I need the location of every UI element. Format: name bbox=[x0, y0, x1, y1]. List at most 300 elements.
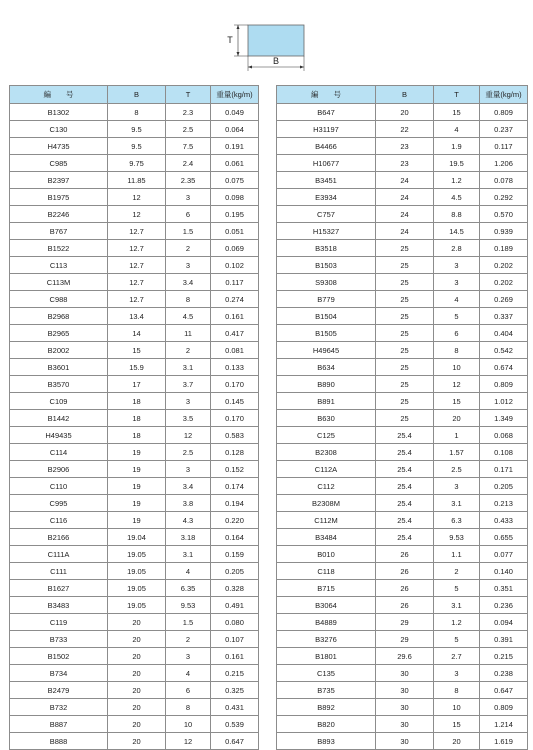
table-row bbox=[10, 546, 259, 563]
b-cell: 9.5 bbox=[108, 121, 166, 138]
b-cell: 19 bbox=[108, 444, 166, 461]
weight-cell: 1.214 bbox=[480, 716, 528, 733]
t-cell: 14.5 bbox=[434, 223, 480, 240]
b-cell: 20 bbox=[108, 631, 166, 648]
t-cell: 20 bbox=[434, 410, 480, 427]
code-cell: B3518 bbox=[277, 240, 376, 257]
code-cell: B3451 bbox=[277, 172, 376, 189]
code-cell: B2246 bbox=[10, 206, 108, 223]
code-cell: C110 bbox=[10, 478, 108, 495]
code-cell: C116 bbox=[10, 512, 108, 529]
weight-cell: 0.140 bbox=[480, 563, 528, 580]
table-row bbox=[277, 206, 528, 223]
table-row bbox=[10, 172, 259, 189]
weight-cell: 0.108 bbox=[480, 444, 528, 461]
b-cell: 30 bbox=[376, 716, 434, 733]
code-cell: B779 bbox=[277, 291, 376, 308]
t-cell: 8.8 bbox=[434, 206, 480, 223]
weight-cell: 0.094 bbox=[480, 614, 528, 631]
t-cell: 2.5 bbox=[434, 461, 480, 478]
b-cell: 18 bbox=[108, 427, 166, 444]
weight-cell: 0.213 bbox=[480, 495, 528, 512]
b-cell: 25.4 bbox=[376, 529, 434, 546]
t-cell: 3 bbox=[434, 274, 480, 291]
table-row bbox=[10, 461, 259, 478]
b-cell: 25 bbox=[376, 325, 434, 342]
t-cell: 15 bbox=[434, 716, 480, 733]
t-cell: 2 bbox=[434, 563, 480, 580]
t-cell: 2.4 bbox=[166, 155, 211, 172]
weight-cell: 0.325 bbox=[211, 682, 259, 699]
code-cell: C114 bbox=[10, 444, 108, 461]
b-cell: 29.6 bbox=[376, 648, 434, 665]
t-cell: 3 bbox=[166, 648, 211, 665]
b-cell: 14 bbox=[108, 325, 166, 342]
t-cell: 2.8 bbox=[434, 240, 480, 257]
header-code: 編 号 bbox=[277, 86, 376, 104]
b-cell: 17 bbox=[108, 376, 166, 393]
code-cell: B2308M bbox=[277, 495, 376, 512]
table-row bbox=[10, 223, 259, 240]
weight-cell: 0.274 bbox=[211, 291, 259, 308]
weight-cell: 1.619 bbox=[480, 733, 528, 750]
weight-cell: 0.215 bbox=[211, 665, 259, 682]
weight-cell: 0.128 bbox=[211, 444, 259, 461]
table-row bbox=[277, 393, 528, 410]
b-cell: 15.9 bbox=[108, 359, 166, 376]
t-cell: 1.5 bbox=[166, 223, 211, 240]
weight-cell: 0.051 bbox=[211, 223, 259, 240]
code-cell: H49645 bbox=[277, 342, 376, 359]
weight-cell: 0.237 bbox=[480, 121, 528, 138]
weight-cell: 0.098 bbox=[211, 189, 259, 206]
t-cell: 3 bbox=[434, 478, 480, 495]
b-cell: 12 bbox=[108, 189, 166, 206]
code-cell: B3064 bbox=[277, 597, 376, 614]
b-cell: 20 bbox=[108, 716, 166, 733]
table-row bbox=[277, 240, 528, 257]
weight-cell: 0.539 bbox=[211, 716, 259, 733]
code-cell: H15327 bbox=[277, 223, 376, 240]
b-cell: 20 bbox=[376, 104, 434, 121]
table-row bbox=[277, 325, 528, 342]
b-cell: 25 bbox=[376, 410, 434, 427]
b-cell: 30 bbox=[376, 733, 434, 750]
table-row bbox=[10, 240, 259, 257]
t-cell: 6 bbox=[166, 682, 211, 699]
b-cell: 26 bbox=[376, 546, 434, 563]
b-cell: 20 bbox=[108, 614, 166, 631]
t-cell: 10 bbox=[166, 716, 211, 733]
code-cell: B647 bbox=[277, 104, 376, 121]
b-cell: 24 bbox=[376, 223, 434, 240]
table-row bbox=[10, 342, 259, 359]
weight-cell: 1.012 bbox=[480, 393, 528, 410]
code-cell: B2308 bbox=[277, 444, 376, 461]
b-cell: 12 bbox=[108, 206, 166, 223]
code-cell: B715 bbox=[277, 580, 376, 597]
b-cell: 23 bbox=[376, 138, 434, 155]
b-cell: 24 bbox=[376, 189, 434, 206]
b-cell: 30 bbox=[376, 682, 434, 699]
table-row bbox=[277, 716, 528, 733]
code-cell: C112 bbox=[277, 478, 376, 495]
table-row bbox=[10, 393, 259, 410]
t-cell: 2.7 bbox=[434, 648, 480, 665]
b-cell: 19.05 bbox=[108, 563, 166, 580]
code-cell: B820 bbox=[277, 716, 376, 733]
b-cell: 25 bbox=[376, 291, 434, 308]
weight-cell: 0.174 bbox=[211, 478, 259, 495]
b-cell: 25.4 bbox=[376, 512, 434, 529]
table-row bbox=[277, 733, 528, 750]
code-cell: C757 bbox=[277, 206, 376, 223]
code-cell: B630 bbox=[277, 410, 376, 427]
weight-cell: 0.191 bbox=[211, 138, 259, 155]
t-cell: 5 bbox=[434, 580, 480, 597]
table-row bbox=[10, 206, 259, 223]
table-row bbox=[277, 257, 528, 274]
b-cell: 12.7 bbox=[108, 291, 166, 308]
t-cell: 6.35 bbox=[166, 580, 211, 597]
code-cell: B733 bbox=[10, 631, 108, 648]
b-cell: 25.4 bbox=[376, 461, 434, 478]
b-cell: 24 bbox=[376, 206, 434, 223]
b-cell: 25.4 bbox=[376, 495, 434, 512]
weight-cell: 0.391 bbox=[480, 631, 528, 648]
b-cell: 19.04 bbox=[108, 529, 166, 546]
table-row bbox=[277, 648, 528, 665]
b-cell: 19 bbox=[108, 495, 166, 512]
code-cell: B890 bbox=[277, 376, 376, 393]
table-row bbox=[10, 410, 259, 427]
weight-cell: 0.674 bbox=[480, 359, 528, 376]
t-cell: 9.53 bbox=[166, 597, 211, 614]
weight-cell: 0.292 bbox=[480, 189, 528, 206]
spec-table-right bbox=[276, 85, 528, 750]
b-cell: 12.7 bbox=[108, 240, 166, 257]
table-row bbox=[10, 308, 259, 325]
code-cell: C985 bbox=[10, 155, 108, 172]
weight-cell: 0.102 bbox=[211, 257, 259, 274]
table-row bbox=[277, 308, 528, 325]
t-cell: 1.1 bbox=[434, 546, 480, 563]
code-cell: B2965 bbox=[10, 325, 108, 342]
table-row bbox=[10, 563, 259, 580]
code-cell: B1505 bbox=[277, 325, 376, 342]
table-row bbox=[10, 512, 259, 529]
code-cell: C113M bbox=[10, 274, 108, 291]
weight-cell: 0.205 bbox=[211, 563, 259, 580]
b-cell: 8 bbox=[108, 104, 166, 121]
code-cell: B2002 bbox=[10, 342, 108, 359]
code-cell: B3483 bbox=[10, 597, 108, 614]
t-cell: 4.3 bbox=[166, 512, 211, 529]
t-cell: 12 bbox=[166, 427, 211, 444]
weight-cell: 0.145 bbox=[211, 393, 259, 410]
t-cell: 6 bbox=[434, 325, 480, 342]
code-cell: B1801 bbox=[277, 648, 376, 665]
b-cell: 18 bbox=[108, 393, 166, 410]
b-cell: 12.7 bbox=[108, 274, 166, 291]
t-cell: 2.3 bbox=[166, 104, 211, 121]
b-cell: 19 bbox=[108, 512, 166, 529]
table-row bbox=[10, 614, 259, 631]
table-row bbox=[277, 359, 528, 376]
weight-cell: 0.078 bbox=[480, 172, 528, 189]
b-dimension-label: B bbox=[272, 56, 280, 66]
code-cell: C119 bbox=[10, 614, 108, 631]
t-cell: 12 bbox=[434, 376, 480, 393]
table-row bbox=[277, 223, 528, 240]
b-cell: 24 bbox=[376, 172, 434, 189]
code-cell: B2479 bbox=[10, 682, 108, 699]
weight-cell: 0.542 bbox=[480, 342, 528, 359]
t-cell: 2.5 bbox=[166, 444, 211, 461]
weight-cell: 0.061 bbox=[211, 155, 259, 172]
table-row bbox=[10, 325, 259, 342]
table-row bbox=[10, 155, 259, 172]
header-t: T bbox=[434, 86, 480, 104]
weight-cell: 0.269 bbox=[480, 291, 528, 308]
t-cell: 10 bbox=[434, 699, 480, 716]
t-cell: 3.1 bbox=[434, 597, 480, 614]
spec-table-left bbox=[9, 85, 259, 750]
b-cell: 18 bbox=[108, 410, 166, 427]
t-cell: 3.4 bbox=[166, 274, 211, 291]
weight-cell: 0.404 bbox=[480, 325, 528, 342]
weight-cell: 0.117 bbox=[480, 138, 528, 155]
table-row bbox=[277, 461, 528, 478]
t-cell: 15 bbox=[434, 104, 480, 121]
t-cell: 4 bbox=[166, 563, 211, 580]
table-row bbox=[10, 478, 259, 495]
t-cell: 2 bbox=[166, 342, 211, 359]
table-header-row bbox=[10, 86, 259, 104]
weight-cell: 0.491 bbox=[211, 597, 259, 614]
code-cell: H4735 bbox=[10, 138, 108, 155]
code-cell: S9308 bbox=[277, 274, 376, 291]
t-cell: 8 bbox=[434, 342, 480, 359]
code-cell: B1522 bbox=[10, 240, 108, 257]
code-cell: H10677 bbox=[277, 155, 376, 172]
header-b: B bbox=[108, 86, 166, 104]
t-cell: 15 bbox=[434, 393, 480, 410]
table-row bbox=[277, 274, 528, 291]
table-row bbox=[10, 529, 259, 546]
code-cell: C135 bbox=[277, 665, 376, 682]
code-cell: H31197 bbox=[277, 121, 376, 138]
code-cell: B1302 bbox=[10, 104, 108, 121]
header-t: T bbox=[166, 86, 211, 104]
t-cell: 2.5 bbox=[166, 121, 211, 138]
t-cell: 5 bbox=[434, 308, 480, 325]
table-row bbox=[277, 172, 528, 189]
table-row bbox=[277, 155, 528, 172]
code-cell: B732 bbox=[10, 699, 108, 716]
t-cell: 3.7 bbox=[166, 376, 211, 393]
table-row bbox=[277, 563, 528, 580]
header-weight: 重量(kg/m) bbox=[480, 86, 528, 104]
t-cell: 2 bbox=[166, 631, 211, 648]
weight-cell: 1.349 bbox=[480, 410, 528, 427]
b-cell: 25 bbox=[376, 342, 434, 359]
b-cell: 9.75 bbox=[108, 155, 166, 172]
code-cell: B1504 bbox=[277, 308, 376, 325]
b-cell: 25 bbox=[376, 240, 434, 257]
code-cell: E3934 bbox=[277, 189, 376, 206]
weight-cell: 0.152 bbox=[211, 461, 259, 478]
t-cell: 3.8 bbox=[166, 495, 211, 512]
weight-cell: 0.081 bbox=[211, 342, 259, 359]
b-cell: 20 bbox=[108, 665, 166, 682]
t-cell: 3 bbox=[166, 461, 211, 478]
code-cell: B892 bbox=[277, 699, 376, 716]
code-cell: C112M bbox=[277, 512, 376, 529]
weight-cell: 0.337 bbox=[480, 308, 528, 325]
code-cell: B1502 bbox=[10, 648, 108, 665]
t-cell: 3.18 bbox=[166, 529, 211, 546]
table-header-row bbox=[277, 86, 528, 104]
weight-cell: 0.238 bbox=[480, 665, 528, 682]
weight-cell: 0.195 bbox=[211, 206, 259, 223]
t-cell: 2 bbox=[166, 240, 211, 257]
b-cell: 15 bbox=[108, 342, 166, 359]
code-cell: H49435 bbox=[10, 427, 108, 444]
table-row bbox=[277, 104, 528, 121]
code-cell: B2906 bbox=[10, 461, 108, 478]
table-row bbox=[277, 478, 528, 495]
t-cell: 3 bbox=[434, 257, 480, 274]
table-row bbox=[277, 427, 528, 444]
weight-cell: 0.133 bbox=[211, 359, 259, 376]
b-cell: 20 bbox=[108, 648, 166, 665]
code-cell: B1503 bbox=[277, 257, 376, 274]
weight-cell: 0.107 bbox=[211, 631, 259, 648]
b-cell: 12.7 bbox=[108, 223, 166, 240]
b-cell: 26 bbox=[376, 580, 434, 597]
table-body-left bbox=[10, 104, 259, 750]
table-row bbox=[277, 614, 528, 631]
b-cell: 25 bbox=[376, 274, 434, 291]
code-cell: B4466 bbox=[277, 138, 376, 155]
header-weight: 重量(kg/m) bbox=[211, 86, 259, 104]
weight-cell: 0.351 bbox=[480, 580, 528, 597]
t-cell: 2.35 bbox=[166, 172, 211, 189]
b-cell: 26 bbox=[376, 597, 434, 614]
t-cell: 4.5 bbox=[166, 308, 211, 325]
profile-diagram bbox=[222, 18, 322, 78]
table-row bbox=[10, 716, 259, 733]
b-cell: 19 bbox=[108, 478, 166, 495]
b-cell: 19 bbox=[108, 461, 166, 478]
t-cell: 3 bbox=[166, 189, 211, 206]
weight-cell: 0.064 bbox=[211, 121, 259, 138]
b-cell: 25 bbox=[376, 359, 434, 376]
b-cell: 12.7 bbox=[108, 257, 166, 274]
table-row bbox=[10, 427, 259, 444]
b-cell: 29 bbox=[376, 631, 434, 648]
b-cell: 19.05 bbox=[108, 597, 166, 614]
weight-cell: 0.202 bbox=[480, 274, 528, 291]
table-row bbox=[277, 495, 528, 512]
code-cell: B3601 bbox=[10, 359, 108, 376]
t-cell: 4 bbox=[434, 291, 480, 308]
table-row bbox=[10, 291, 259, 308]
table-row bbox=[277, 597, 528, 614]
b-cell: 26 bbox=[376, 563, 434, 580]
weight-cell: 0.570 bbox=[480, 206, 528, 223]
b-cell: 19.05 bbox=[108, 580, 166, 597]
table-row bbox=[277, 631, 528, 648]
weight-cell: 0.583 bbox=[211, 427, 259, 444]
table-row bbox=[10, 376, 259, 393]
weight-cell: 0.809 bbox=[480, 104, 528, 121]
t-cell: 4 bbox=[166, 665, 211, 682]
code-cell: B3570 bbox=[10, 376, 108, 393]
t-cell: 1.9 bbox=[434, 138, 480, 155]
weight-cell: 0.164 bbox=[211, 529, 259, 546]
b-cell: 13.4 bbox=[108, 308, 166, 325]
table-row bbox=[10, 189, 259, 206]
weight-cell: 0.161 bbox=[211, 648, 259, 665]
table-row bbox=[10, 733, 259, 750]
weight-cell: 0.049 bbox=[211, 104, 259, 121]
table-row bbox=[10, 631, 259, 648]
code-cell: B735 bbox=[277, 682, 376, 699]
header-code: 編 号 bbox=[10, 86, 108, 104]
b-cell: 20 bbox=[108, 733, 166, 750]
t-cell: 8 bbox=[166, 699, 211, 716]
t-cell: 12 bbox=[166, 733, 211, 750]
b-cell: 25 bbox=[376, 393, 434, 410]
b-cell: 25 bbox=[376, 257, 434, 274]
table-row bbox=[277, 410, 528, 427]
code-cell: C111A bbox=[10, 546, 108, 563]
t-cell: 7.5 bbox=[166, 138, 211, 155]
weight-cell: 0.431 bbox=[211, 699, 259, 716]
code-cell: C111 bbox=[10, 563, 108, 580]
t-cell: 3 bbox=[166, 393, 211, 410]
code-cell: B2397 bbox=[10, 172, 108, 189]
b-cell: 19.05 bbox=[108, 546, 166, 563]
t-cell: 1.2 bbox=[434, 172, 480, 189]
table-row bbox=[10, 495, 259, 512]
table-row bbox=[10, 580, 259, 597]
t-cell: 8 bbox=[434, 682, 480, 699]
t-cell: 4 bbox=[434, 121, 480, 138]
table-row bbox=[277, 342, 528, 359]
code-cell: C995 bbox=[10, 495, 108, 512]
table-row bbox=[10, 138, 259, 155]
weight-cell: 0.655 bbox=[480, 529, 528, 546]
table-row bbox=[10, 104, 259, 121]
weight-cell: 0.647 bbox=[480, 682, 528, 699]
code-cell: B887 bbox=[10, 716, 108, 733]
weight-cell: 0.202 bbox=[480, 257, 528, 274]
t-cell: 10 bbox=[434, 359, 480, 376]
t-cell: 11 bbox=[166, 325, 211, 342]
code-cell: B767 bbox=[10, 223, 108, 240]
weight-cell: 0.117 bbox=[211, 274, 259, 291]
weight-cell: 0.215 bbox=[480, 648, 528, 665]
code-cell: C988 bbox=[10, 291, 108, 308]
table-row bbox=[10, 359, 259, 376]
table-row bbox=[277, 529, 528, 546]
t-cell: 1.2 bbox=[434, 614, 480, 631]
table-row bbox=[277, 138, 528, 155]
weight-cell: 0.189 bbox=[480, 240, 528, 257]
